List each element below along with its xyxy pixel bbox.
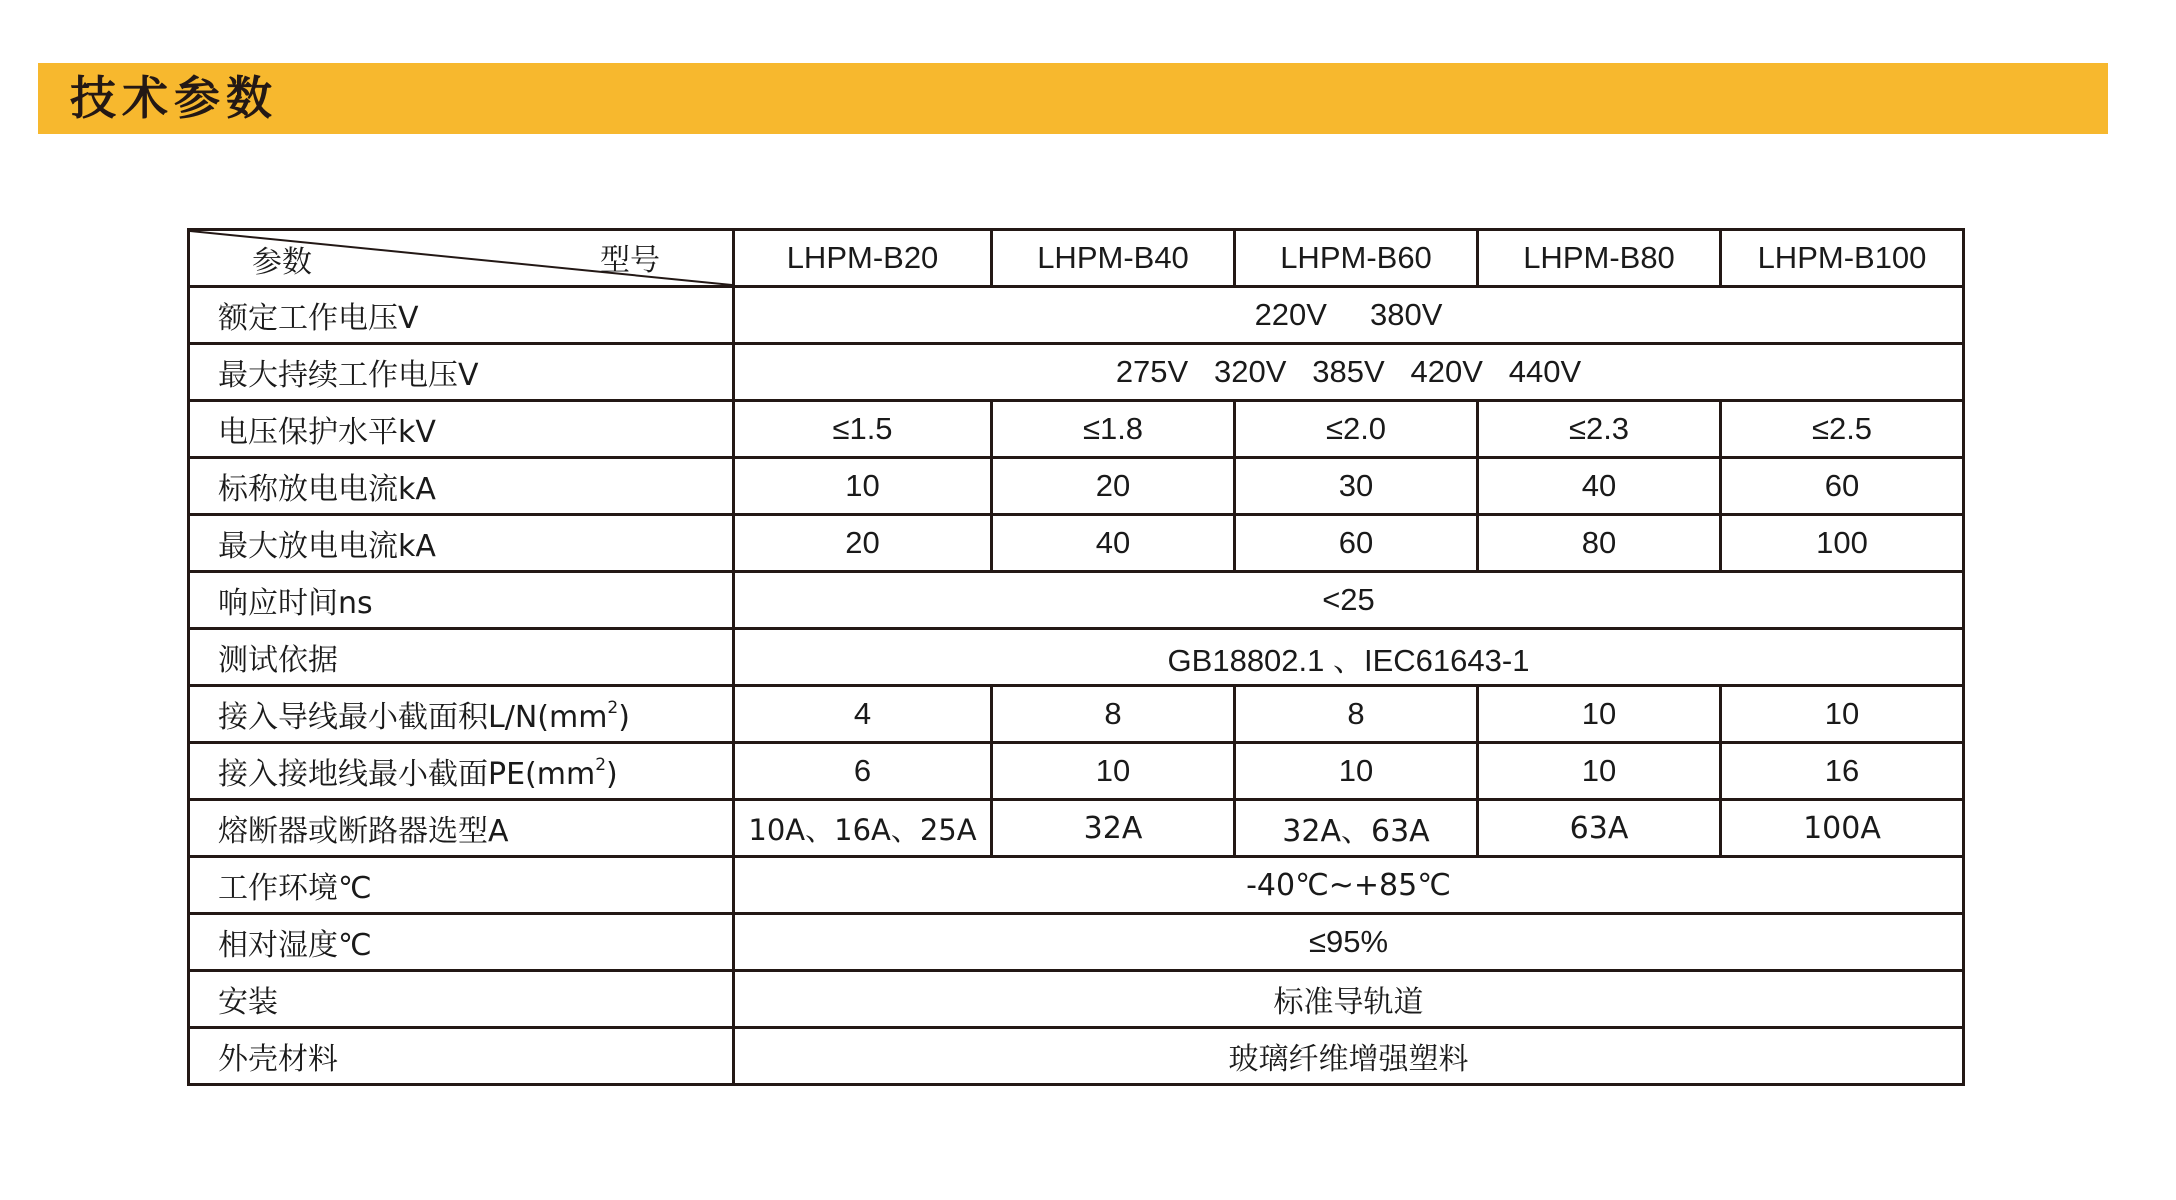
param-label: 熔断器或断路器选型A — [189, 800, 734, 857]
value-cell: 10 — [1478, 686, 1721, 743]
spec-table — [187, 228, 1965, 1086]
value-cell: ≤1.5 — [734, 401, 992, 458]
table-header-row — [189, 230, 1964, 287]
value-cell: 32A — [992, 800, 1235, 857]
table-row — [189, 401, 1964, 458]
param-label — [189, 686, 734, 743]
table-row — [189, 857, 1964, 914]
merged-value-cell: GB18802.1 、IEC61643-1 — [734, 629, 1964, 686]
value-cell: 10 — [1478, 743, 1721, 800]
value-cell: 100 — [1721, 515, 1964, 572]
merged-value-cell: 220V 380V — [734, 287, 1964, 344]
value-cell: 10 — [1235, 743, 1478, 800]
model-header: LHPM-B100 — [1721, 230, 1964, 287]
value-cell: 10 — [734, 458, 992, 515]
superscript: 2 — [595, 755, 607, 775]
value-cell: 10A、16A、25A — [734, 800, 992, 857]
merged-value-cell: -40℃~+85℃ — [734, 857, 1964, 914]
value-cell: 6 — [734, 743, 992, 800]
table-row — [189, 914, 1964, 971]
param-label-text: 接入导线最小截面积L/N(mm — [218, 700, 608, 735]
table-row — [189, 572, 1964, 629]
value-cell: 60 — [1721, 458, 1964, 515]
param-label: 安装 — [189, 971, 734, 1028]
table-row — [189, 800, 1964, 857]
param-label: 额定工作电压V — [189, 287, 734, 344]
model-header: LHPM-B60 — [1235, 230, 1478, 287]
param-label: 电压保护水平kV — [189, 401, 734, 458]
value-cell: 40 — [1478, 458, 1721, 515]
merged-value-cell: 玻璃纤维增强塑料 — [734, 1028, 1964, 1085]
corner-model-label: 型号 — [600, 243, 660, 278]
corner-param-label: 参数 — [252, 245, 312, 280]
value-cell: 30 — [1235, 458, 1478, 515]
table-row — [189, 458, 1964, 515]
value-cell: 20 — [992, 458, 1235, 515]
param-label: 标称放电电流kA — [189, 458, 734, 515]
superscript: 2 — [607, 698, 619, 718]
corner-header-cell — [189, 230, 734, 287]
param-label: 相对湿度℃ — [189, 914, 734, 971]
param-label: 外壳材料 — [189, 1028, 734, 1085]
merged-value-cell: 标准导轨道 — [734, 971, 1964, 1028]
value-cell: ≤2.3 — [1478, 401, 1721, 458]
table-row — [189, 971, 1964, 1028]
value-cell: ≤2.5 — [1721, 401, 1964, 458]
model-header: LHPM-B20 — [734, 230, 992, 287]
section-header-banner — [38, 63, 2108, 134]
value-cell: 40 — [992, 515, 1235, 572]
section-title: 技术参数 — [70, 71, 278, 125]
param-label: 最大放电电流kA — [189, 515, 734, 572]
param-label: 响应时间ns — [189, 572, 734, 629]
value-cell: 10 — [1721, 686, 1964, 743]
table-row — [189, 515, 1964, 572]
param-label: 工作环境℃ — [189, 857, 734, 914]
value-cell: 100A — [1721, 800, 1964, 857]
value-cell: 32A、63A — [1235, 800, 1478, 857]
value-cell: 8 — [1235, 686, 1478, 743]
param-label-text: 接入接地线最小截面PE(mm — [218, 757, 596, 792]
value-cell: ≤1.8 — [992, 401, 1235, 458]
value-cell: 8 — [992, 686, 1235, 743]
table-row — [189, 1028, 1964, 1085]
table-row — [189, 344, 1964, 401]
param-label: 最大持续工作电压V — [189, 344, 734, 401]
param-label — [189, 743, 734, 800]
merged-value-cell: 275V 320V 385V 420V 440V — [734, 344, 1964, 401]
model-header: LHPM-B80 — [1478, 230, 1721, 287]
param-label: 测试依据 — [189, 629, 734, 686]
param-label-suffix: ) — [618, 700, 630, 735]
value-cell: 16 — [1721, 743, 1964, 800]
table-row — [189, 686, 1964, 743]
value-cell: 4 — [734, 686, 992, 743]
value-cell: 10 — [992, 743, 1235, 800]
value-cell: 60 — [1235, 515, 1478, 572]
merged-value-cell: <25 — [734, 572, 1964, 629]
model-header: LHPM-B40 — [992, 230, 1235, 287]
value-cell: 80 — [1478, 515, 1721, 572]
value-cell: 20 — [734, 515, 992, 572]
value-cell: ≤2.0 — [1235, 401, 1478, 458]
value-cell: 63A — [1478, 800, 1721, 857]
param-label-suffix: ) — [606, 757, 618, 792]
table-row — [189, 287, 1964, 344]
table-row — [189, 629, 1964, 686]
table-row — [189, 743, 1964, 800]
merged-value-cell: ≤95% — [734, 914, 1964, 971]
